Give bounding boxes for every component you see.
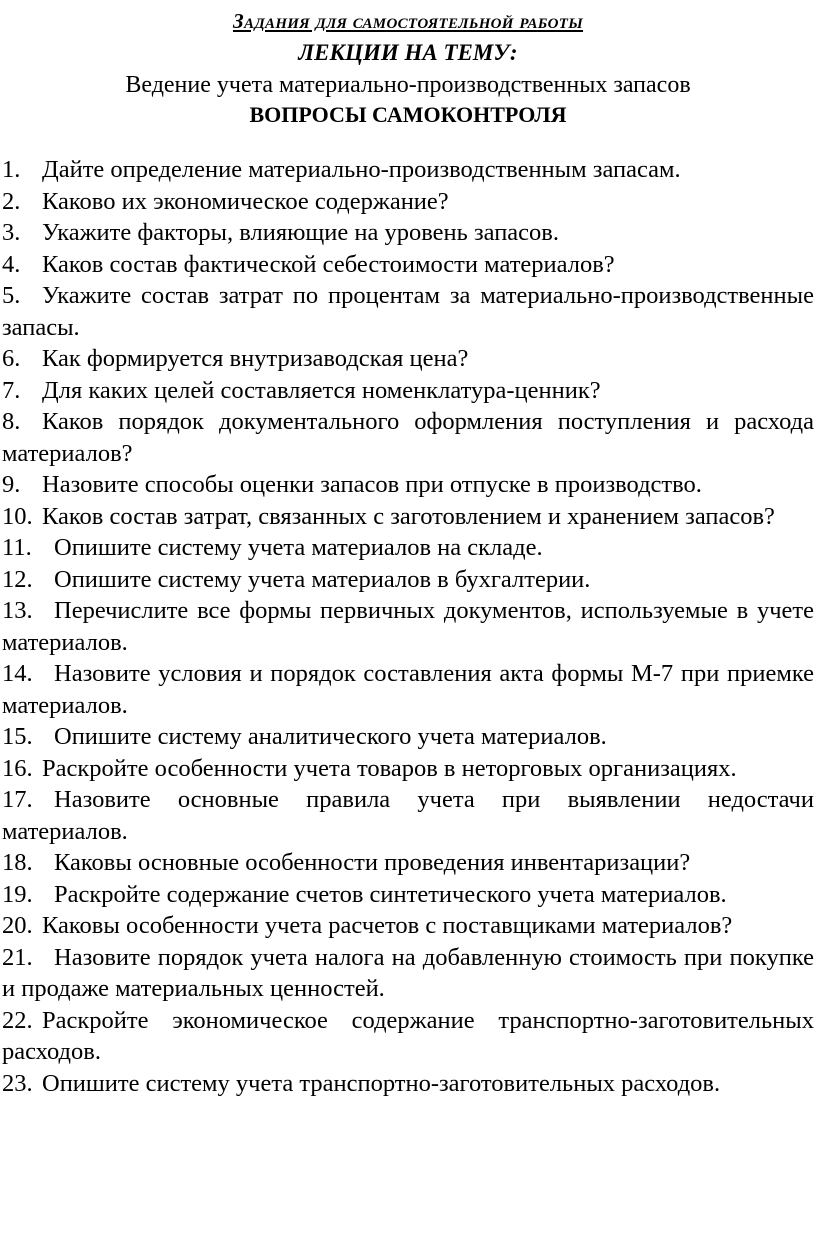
question-item	[2, 469, 814, 501]
question-item	[2, 501, 814, 533]
question-number: 9.	[2, 471, 21, 498]
question-text: Опишите систему учета материалов в бухгалтерии.	[54, 565, 591, 593]
question-item	[2, 564, 814, 596]
question-number: 7.	[2, 376, 21, 404]
question-text: Назовите условия и порядок составления акта формы М-7 при приемке материалов.	[2, 660, 814, 719]
question-item	[2, 375, 814, 407]
question-text: Назовите способы оценки запасов при отпуске в производство.	[42, 471, 702, 498]
question-item	[2, 910, 814, 942]
question-number: 16.	[2, 754, 33, 782]
question-number: 4.	[2, 250, 21, 278]
question-number: 12.	[2, 565, 33, 593]
question-text: Раскройте содержание счетов синтетического учета материалов.	[54, 880, 727, 908]
question-number: 18.	[2, 849, 33, 876]
question-item	[2, 879, 814, 911]
question-item	[2, 847, 814, 879]
question-number: 8.	[2, 408, 21, 435]
question-number: 2.	[2, 187, 21, 215]
question-number: 6.	[2, 345, 21, 372]
question-item	[2, 280, 814, 343]
question-text: Каковы основные особенности проведения инвентаризации?	[54, 849, 691, 876]
question-number: 10.	[2, 502, 33, 530]
question-item	[2, 343, 814, 375]
document-subtitle: ЛЕКЦИИ НА ТЕМУ:	[298, 40, 518, 65]
question-number: 5.	[2, 282, 21, 309]
document-title: Задания для самостоятельной работы	[232, 9, 584, 33]
question-number: 21.	[2, 943, 33, 971]
question-item	[2, 217, 814, 249]
question-number: 11.	[2, 534, 32, 561]
question-item	[2, 595, 814, 658]
question-list	[2, 154, 814, 1099]
question-text: Каково их экономическое содержание?	[42, 187, 449, 215]
question-item	[2, 406, 814, 469]
question-item	[2, 1068, 814, 1100]
question-text: Как формируется внутризаводская цена?	[42, 345, 469, 372]
question-number: 22.	[2, 1006, 33, 1034]
question-item	[2, 658, 814, 721]
question-text: Опишите систему аналитического учета материалов.	[54, 723, 607, 750]
question-text: Укажите состав затрат по процентам за материально-производственные запасы.	[2, 282, 814, 341]
question-number: 23.	[2, 1069, 33, 1097]
question-item	[2, 942, 814, 1005]
question-text: Каков состав затрат, связанных с заготовлением и хранением запасов?	[42, 502, 775, 530]
section-heading: ВОПРОСЫ САМОКОНТРОЛЯ	[249, 102, 567, 127]
question-text: Опишите систему учета материалов на складе.	[54, 534, 543, 561]
question-text: Каковы особенности учета расчетов с поставщиками материалов?	[42, 912, 733, 939]
question-number: 19.	[2, 880, 33, 908]
question-item	[2, 532, 814, 564]
question-number: 1.	[2, 156, 21, 183]
question-number: 17.	[2, 786, 33, 813]
question-item	[2, 753, 814, 785]
document-header	[2, 6, 814, 130]
question-text: Каков порядок документального оформления поступления и расхода материалов?	[2, 408, 814, 467]
question-text: Назовите основные правила учета при выявлении недостачи материалов.	[2, 786, 814, 845]
question-text: Раскройте экономическое содержание транспортно-заготовительных расходов.	[2, 1006, 814, 1065]
question-number: 14.	[2, 660, 33, 687]
question-text: Перечислите все формы первичных документов, используемые в учете материалов.	[2, 597, 814, 656]
question-text: Укажите факторы, влияющие на уровень запасов.	[42, 219, 560, 246]
question-item	[2, 784, 814, 847]
lecture-topic: Ведение учета материально-производственных запасов	[125, 72, 691, 98]
question-text: Раскройте особенности учета товаров в неторговых организациях.	[42, 754, 737, 782]
question-text: Каков состав фактической себестоимости материалов?	[42, 250, 615, 278]
question-text: Назовите порядок учета налога на добавленную стоимость при покупке и продаже материальных ценностей.	[2, 943, 814, 1002]
question-number: 3.	[2, 219, 21, 246]
question-item	[2, 186, 814, 218]
question-number: 15.	[2, 723, 33, 750]
question-number: 13.	[2, 597, 33, 624]
question-number: 20.	[2, 912, 33, 939]
question-item	[2, 154, 814, 186]
question-item	[2, 249, 814, 281]
question-item	[2, 721, 814, 753]
question-text: Дайте определение материально-производственным запасам.	[42, 156, 681, 183]
question-item	[2, 1005, 814, 1068]
question-text: Для каких целей составляется номенклатура-ценник?	[42, 376, 601, 404]
question-text: Опишите систему учета транспортно-заготовительных расходов.	[42, 1069, 721, 1097]
